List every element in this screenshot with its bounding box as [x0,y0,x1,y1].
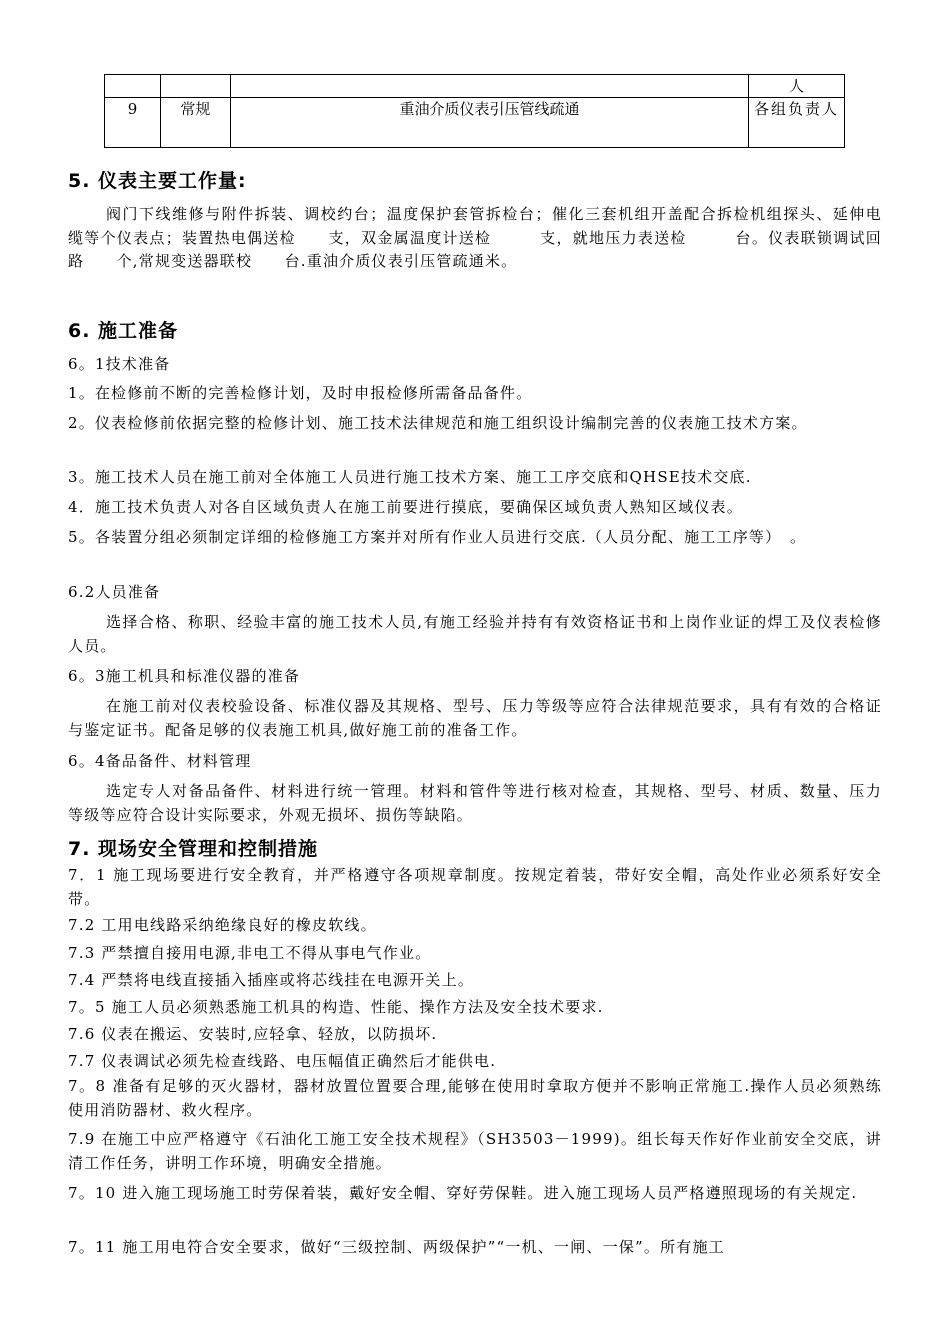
row-task: 重油介质仪表引压管线疏通 [230,98,748,148]
table-cell [160,75,230,98]
item-6-1-2: 2。仪表检修前依据完整的检修计划、施工技术法律规范和施工组织设计编制完善的仪表施工技术方案。 [68,414,808,432]
item-7-11: 7。11 施工用电符合安全要求，做好“三级控制、两级保护”“一机、一闸、一保”。所有施工 [68,1238,725,1256]
section-6-heading: 6. 施工准备 [68,320,179,342]
item-6-1-3: 3。施工技术人员在施工前对全体施工人员进行施工技术方案、施工工序交底和QHSE技术交底. [68,468,752,486]
item-7-1: 7．1 施工现场要进行安全教育，并严格遵守各项规章制度。按规定着装，带好安全帽，高处作业必须系好安全带。 [68,866,882,908]
item-6-1-4: 4．施工技术负责人对各自区域负责人在施工前要进行摸底，要确保区域负责人熟知区域仪表。 [68,498,743,516]
item-7-3: 7.3 严禁擅自接用电源,非电工不得从事电气作业。 [68,944,432,962]
subsection-6-2: 6.2人员准备 [68,583,161,601]
subsection-6-3-body: 在施工前对仪表校验设备、标准仪器及其规格、型号、压力等级等应符合法律规范要求，具有有效的合格证与鉴定证书。配备足够的仪表施工机具,做好施工前的准备工作。 [68,697,882,739]
work-plan-table [104,74,845,148]
subsection-6-4: 6。4备品备件、材料管理 [68,752,252,770]
item-7-5: 7。5 施工人员必须熟悉施工机具的构造、性能、操作方法及安全技术要求. [68,998,604,1016]
table-row [105,98,845,148]
section-5-heading: 5. 仪表主要工作量: [68,170,247,192]
item-7-7: 7.7 仪表调试必须先检查线路、电压幅值正确然后才能供电. [68,1052,497,1070]
item-6-1-5: 5。各装置分组必须制定详细的检修施工方案并对所有作业人员进行交底.（人员分配、施工工序等） 。 [68,528,807,546]
item-6-1-1: 1。在检修前不断的完善检修计划，及时申报检修所需备品备件。 [68,384,533,402]
subsection-6-2-body: 选择合格、称职、经验丰富的施工技术人员,有施工经验并持有有效资格证书和上岗作业证的焊工及仪表检修人员。 [68,613,882,655]
row-number: 9 [105,98,161,148]
row-owner: 各组负责人 [749,98,845,148]
subsection-6-1: 6。1技术准备 [68,355,171,373]
table-cell [230,75,748,98]
subsection-6-4-body: 选定专人对备品备件、材料进行统一管理。材料和管件等进行核对检查，其规格、型号、材质、数量、压力等级等应符合设计实际要求，外观无损坏、损伤等缺陷。 [68,782,882,824]
item-7-2: 7.2 工用电线路采纳绝缘良好的橡皮软线。 [68,916,377,934]
section-7-heading: 7. 现场安全管理和控制措施 [68,838,319,860]
row-type: 常规 [160,98,230,148]
item-7-4: 7.4 严禁将电线直接插入插座或将芯线挂在电源开关上。 [68,971,475,989]
item-7-9: 7.9 在施工中应严格遵守《石油化工施工安全技术规程》（SH3503－1999)。组长每天作好作业前安全交底，讲清工作任务，讲明工作环境，明确安全措施。 [68,1130,882,1172]
table-row [105,75,845,98]
table-cell: 人 [749,75,845,98]
subsection-6-3: 6。3施工机具和标准仪器的准备 [68,667,301,685]
section-5-body: 阀门下线维修与附件拆装、调校约台；温度保护套管拆检台；催化三套机组开盖配合拆检机组探头、延伸电缆等个仪表点；装置热电偶送检 支，双金属温度计送检 支，就地压力表送检 台。仪表联锁调试回路 个,常规变送器联校 台.重油介质仪表引压管疏通米。 [68,205,882,270]
item-7-8: 7。8 准备有足够的灭火器材，器材放置位置要合理,能够在使用时拿取方便并不影响正常施工.操作人员必须熟练使用消防器材、救火程序。 [68,1077,882,1119]
item-7-6: 7.6 仪表在搬运、安装时,应轻拿、轻放，以防损坏. [68,1025,438,1043]
table-cell [105,75,161,98]
item-7-10: 7。10 进入施工现场施工时劳保着装，戴好安全帽、穿好劳保鞋。进入施工现场人员严格遵照现场的有关规定. [68,1184,858,1202]
